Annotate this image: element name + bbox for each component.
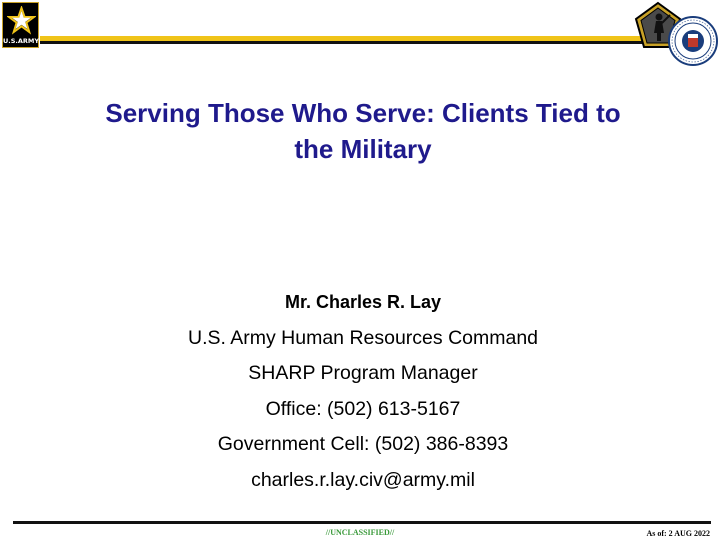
header-black-rule [40, 41, 646, 44]
army-star-logo [2, 2, 39, 48]
cell-phone: Government Cell: (502) 386-8393 [217, 433, 509, 456]
title-line-2: the Military [294, 134, 432, 164]
presenter-name: Mr. Charles R. Lay [284, 292, 442, 312]
logo-text: U.S.ARMY [3, 37, 40, 45]
presenter-organization: U.S. Army Human Resources Command [187, 326, 539, 349]
presenter-contact-block [60, 285, 666, 499]
title-line-1: Serving Those Who Serve: Clients Tied to [105, 98, 621, 128]
email-address: charles.r.lay.civ@army.mil [251, 468, 475, 491]
as-of-date: As of: 2 AUG 2022 [646, 529, 710, 538]
office-phone: Office: (502) 613-5167 [265, 397, 461, 420]
star-icon [7, 6, 36, 35]
us-seal-emblem-icon [668, 16, 718, 66]
slide-title [60, 95, 666, 167]
footer-rule [13, 521, 711, 524]
classification-marking: //UNCLASSIFIED// [325, 528, 395, 537]
presenter-role: SHARP Program Manager [248, 362, 478, 385]
